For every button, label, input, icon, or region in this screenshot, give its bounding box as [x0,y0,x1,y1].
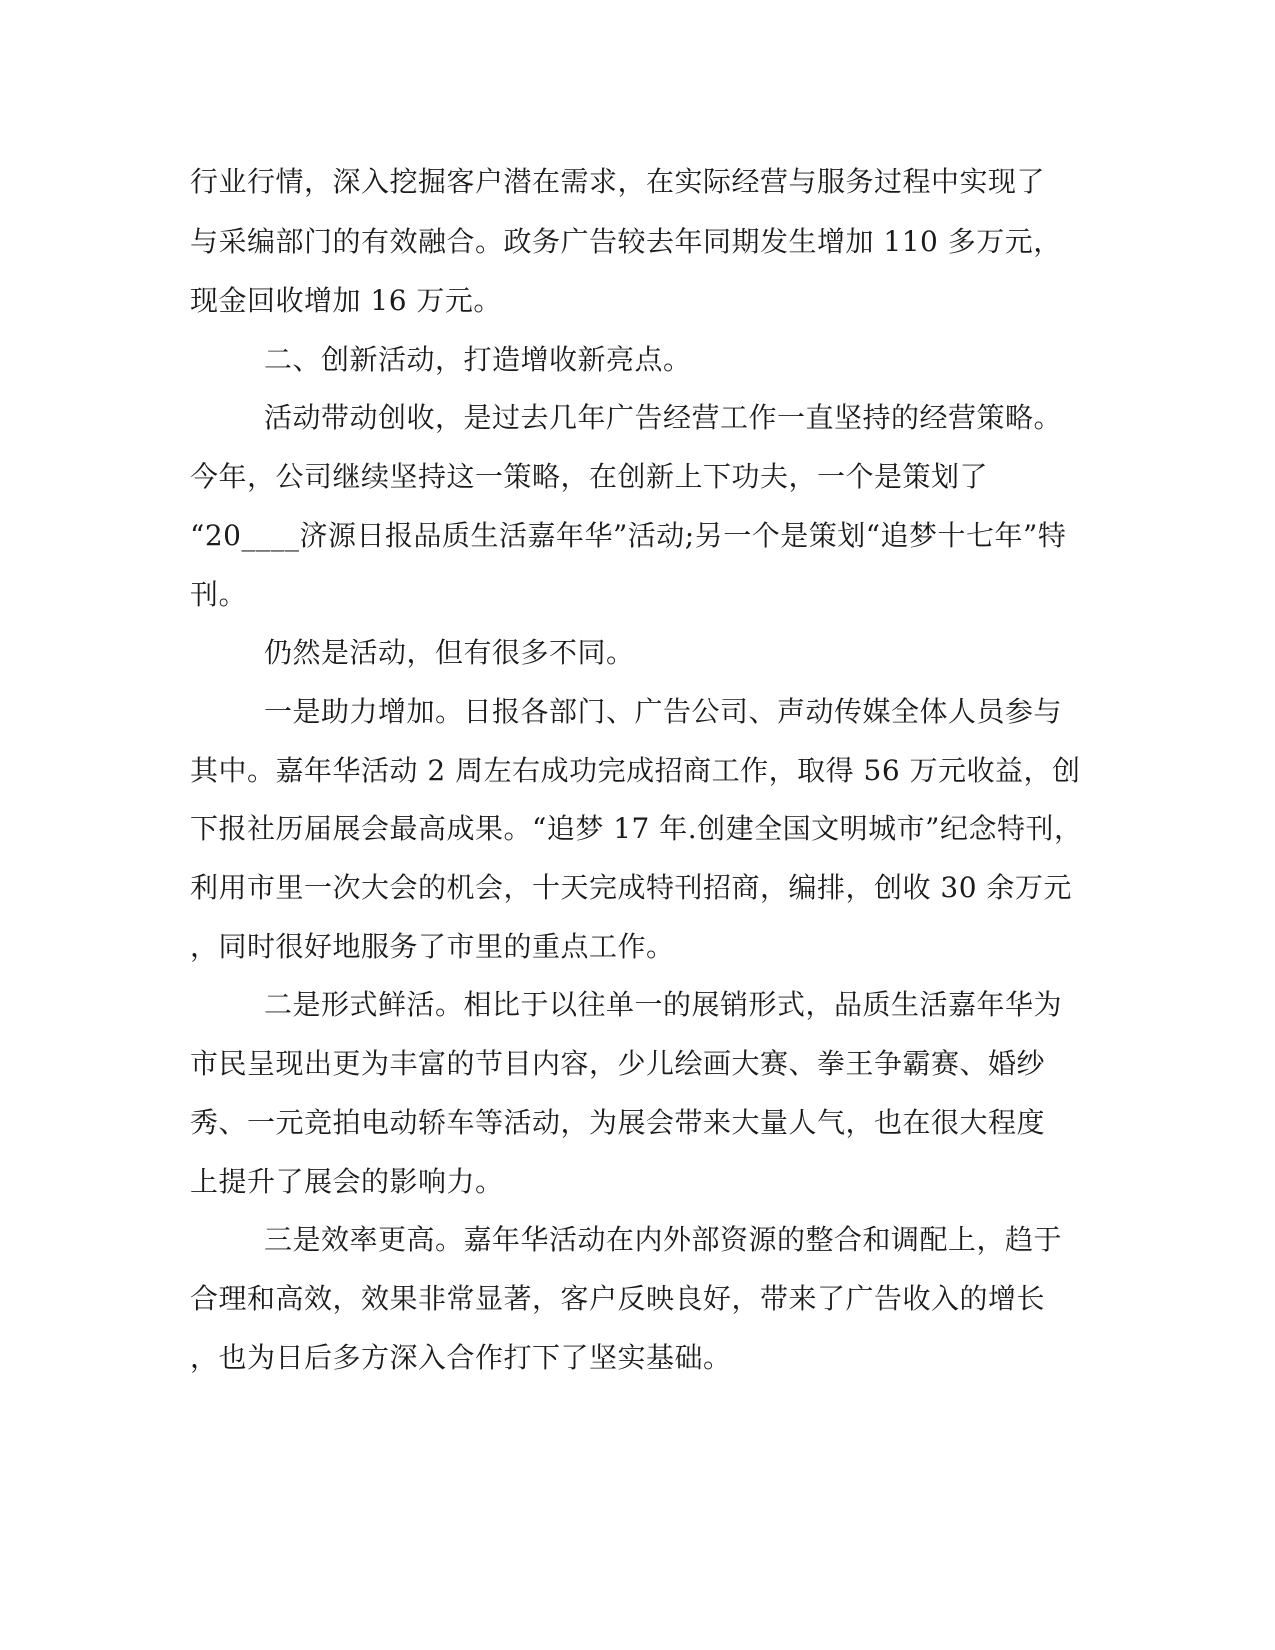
text-line: 刊。 [190,578,248,611]
text-line: 市民呈现出更为丰富的节目内容，少儿绘画大赛、拳王争霸赛、婚纱 [190,1047,1046,1080]
text-line: 下报社历届展会最高成果。“追梦 17 年.创建全国文明城市”纪念特刊， [190,812,1083,845]
text-line: 三是效率更高。嘉年华活动在内外部资源的整合和调配上，趋于 [264,1223,1063,1256]
text-line: 上提升了展会的影响力。 [190,1165,504,1198]
text-line: ，同时很好地服务了市里的重点工作。 [190,930,675,963]
text-line: 活动带动创收，是过去几年广告经营工作一直坚持的经营策略。 [264,401,1063,434]
text-line: 行业行情，深入挖掘客户潜在需求，在实际经营与服务过程中实现了 [190,165,1046,198]
section-heading: 二、创新活动，打造增收新亮点。 [264,343,692,376]
text-line: 仍然是活动，但有很多不同。 [264,636,635,669]
text-line: 利用市里一次大会的机会，十天完成特刊招商，编排，创收 30 余万元 [190,871,1072,904]
text-line: ，也为日后多方深入合作打下了坚实基础。 [190,1341,732,1374]
text-line: 与采编部门的有效融合。政务广告较去年同期发生增加 110 多万元， [190,225,1062,258]
text-line: 合理和高效，效果非常显著，客户反映良好，带来了广告收入的增长 [190,1282,1046,1315]
text-line: 现金回收增加 16 万元。 [190,284,502,317]
text-line: “20____济源日报品质生活嘉年华”活动;另一个是策划“追梦十七年”特 [190,519,1067,552]
text-line: 今年，公司继续坚持这一策略，在创新上下功夫，一个是策划了 [190,460,989,493]
text-line: 其中。嘉年华活动 2 周左右成功完成招商工作，取得 56 万元收益，创 [190,754,1081,787]
text-line: 一是助力增加。日报各部门、广告公司、声动传媒全体人员参与 [264,695,1063,728]
text-line: 二是形式鲜活。相比于以往单一的展销形式，品质生活嘉年华为 [264,988,1063,1021]
text-line: 秀、一元竞拍电动轿车等活动，为展会带来大量人气，也在很大程度 [190,1106,1046,1139]
